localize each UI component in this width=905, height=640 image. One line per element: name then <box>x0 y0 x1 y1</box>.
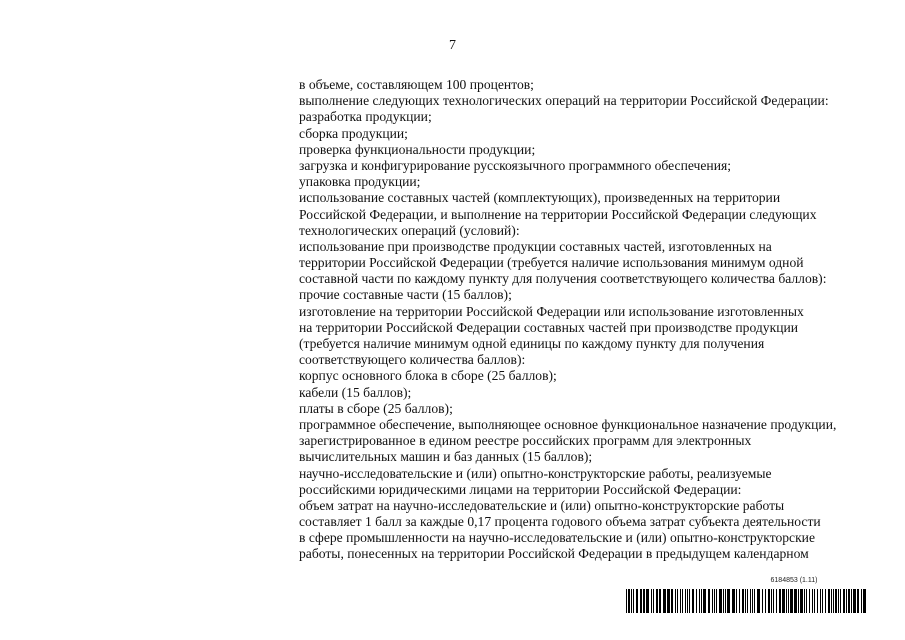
barcode-bar <box>843 589 845 613</box>
barcode-bar <box>848 589 850 613</box>
barcode-bar <box>659 589 661 613</box>
barcode-bar <box>636 589 638 613</box>
text-line: составной части по каждому пункту для получения соответствующего количества баллов): <box>299 271 827 287</box>
text-line: зарегистрированное в едином реестре российских программ для электронных <box>299 433 752 449</box>
barcode-bar <box>703 589 706 613</box>
text-line: объем затрат на научно-исследовательские и (или) опытно-конструкторские работы <box>299 497 785 513</box>
barcode-bar <box>682 589 683 613</box>
barcode-bar <box>653 589 654 613</box>
barcode-bar <box>853 589 856 613</box>
text-line: кабели (15 баллов); <box>299 384 412 400</box>
text-line: на территории Российской Федерации составных частей при производстве продукции <box>299 319 799 335</box>
text-line: технологических операций (условий): <box>299 222 520 238</box>
barcode-bar <box>677 589 678 613</box>
text-line: использование при производстве продукции составных частей, изготовленных на <box>299 238 772 254</box>
barcode-bar <box>863 589 866 613</box>
barcode-bar <box>671 589 673 613</box>
barcode-bar <box>742 589 744 613</box>
barcode-bar <box>708 589 710 613</box>
barcode-bar <box>739 589 740 613</box>
barcode-bar <box>779 589 781 613</box>
barcode <box>626 589 870 613</box>
barcode-bar <box>651 589 652 613</box>
barcode-bar <box>851 589 852 613</box>
barcode-bar <box>840 589 841 613</box>
barcode-bar <box>776 589 777 613</box>
barcode-bar <box>814 589 815 613</box>
barcode-bar <box>835 589 837 613</box>
text-line: программное обеспечение, выполняющее основное функциональное назначение продукции, <box>299 416 837 432</box>
text-line: территории Российской Федерации (требуется наличие использования минимум одной <box>299 255 804 271</box>
barcode-bar <box>831 589 832 613</box>
barcode-bar <box>631 589 632 613</box>
barcode-bar <box>857 589 859 613</box>
barcode-bar <box>736 589 737 613</box>
barcode-bar <box>788 589 789 613</box>
barcode-bar <box>675 589 676 613</box>
barcode-bar <box>790 589 793 613</box>
text-line: соответствующего количества баллов): <box>299 352 526 368</box>
text-line: изготовление на территории Российской Федерации или использование изготовленных <box>299 303 804 319</box>
text-line: использование составных частей (комплектующих), произведенных на территории <box>299 190 781 206</box>
barcode-bar <box>861 589 862 613</box>
text-line: составляет 1 балл за каждые 0,17 процента годового объема затрат субъекта деятельности <box>299 514 821 530</box>
text-line: (требуется наличие минимум одной единицы по каждому пункту для получения <box>299 336 765 351</box>
barcode-bar <box>804 589 805 613</box>
barcode-bar <box>732 589 735 613</box>
barcode-bar <box>798 589 799 613</box>
barcode-bar <box>762 589 763 613</box>
text-line: платы в сборе (25 баллов); <box>299 400 453 416</box>
barcode-bar <box>699 589 700 613</box>
barcode-bar <box>838 589 839 613</box>
document-body <box>299 77 859 563</box>
barcode-bar <box>640 589 642 613</box>
barcode-bar <box>646 589 649 613</box>
barcode-bar <box>768 589 770 613</box>
barcode-bar <box>846 589 847 613</box>
barcode-bar <box>626 589 627 613</box>
barcode-bar <box>771 589 772 613</box>
barcode-bar <box>628 589 630 613</box>
text-line: выполнение следующих технологических операций на территории Российской Федерации: <box>299 93 829 109</box>
text-line: российскими юридическими лицами на территории Российской Федерации: <box>299 481 742 497</box>
barcode-bar <box>752 589 753 613</box>
text-line: сборка продукции; <box>299 125 408 141</box>
barcode-bar <box>773 589 774 613</box>
barcode-bar <box>828 589 830 613</box>
barcode-bar <box>747 589 748 613</box>
barcode-bar <box>812 589 813 613</box>
barcode-bar <box>643 589 645 613</box>
text-line: загрузка и конфигурирование русскоязычного программного обеспечения; <box>299 157 731 173</box>
barcode-bar <box>689 589 690 613</box>
text-line: разработка продукции; <box>299 109 432 125</box>
text-line: корпус основного блока в сборе (25 баллов); <box>299 368 557 384</box>
barcode-bar <box>727 589 730 613</box>
barcode-bar <box>714 589 715 613</box>
text-line: научно-исследовательские и (или) опытно-конструкторские работы, реализуемые <box>299 465 772 481</box>
barcode-bar <box>745 589 746 613</box>
barcode-bar <box>754 589 755 613</box>
barcode-bar <box>701 589 702 613</box>
barcode-bar <box>806 589 807 613</box>
text-line: работы, понесенных на территории Российской Федерации в предыдущем календарном <box>299 546 809 562</box>
barcode-bar <box>667 589 670 613</box>
text-line: вычислительных машин и баз данных (15 баллов); <box>299 449 593 465</box>
barcode-bar <box>685 589 686 613</box>
barcode-bar <box>809 589 810 613</box>
text-line: в объеме, составляющем 100 процентов; <box>299 77 534 92</box>
barcode-bar <box>716 589 717 613</box>
barcode-bar <box>817 589 818 613</box>
text-line: Российской Федерации, и выполнение на территории Российской Федерации следующих <box>299 206 817 222</box>
barcode-bar <box>822 589 823 613</box>
barcode-bar <box>692 589 694 613</box>
barcode-bar <box>820 589 821 613</box>
barcode-bar <box>782 589 785 613</box>
barcode-bar <box>680 589 681 613</box>
barcode-id: 6184853 (1.11) <box>770 577 818 584</box>
text-line: проверка функциональности продукции; <box>299 141 536 157</box>
barcode-bar <box>633 589 634 613</box>
barcode-bar <box>723 589 724 613</box>
barcode-bar <box>725 589 726 613</box>
barcode-bar <box>800 589 803 613</box>
barcode-bar <box>750 589 751 613</box>
page-number: 7 <box>449 38 456 53</box>
barcode-bar <box>719 589 722 613</box>
barcode-bar <box>687 589 688 613</box>
barcode-bar <box>663 589 666 613</box>
barcode-bar <box>712 589 713 613</box>
text-line: упаковка продукции; <box>299 174 421 190</box>
barcode-bar <box>656 589 658 613</box>
barcode-bar <box>794 589 797 613</box>
barcode-bar <box>833 589 834 613</box>
barcode-bar <box>765 589 766 613</box>
barcode-bar <box>757 589 760 613</box>
barcode-bar <box>825 589 826 613</box>
text-line: прочие составные части (15 баллов); <box>299 287 512 303</box>
barcode-bar <box>786 589 787 613</box>
text-line: в сфере промышленности на научно-исследовательские и (или) опытно-конструкторские <box>299 530 815 546</box>
barcode-bar <box>696 589 697 613</box>
